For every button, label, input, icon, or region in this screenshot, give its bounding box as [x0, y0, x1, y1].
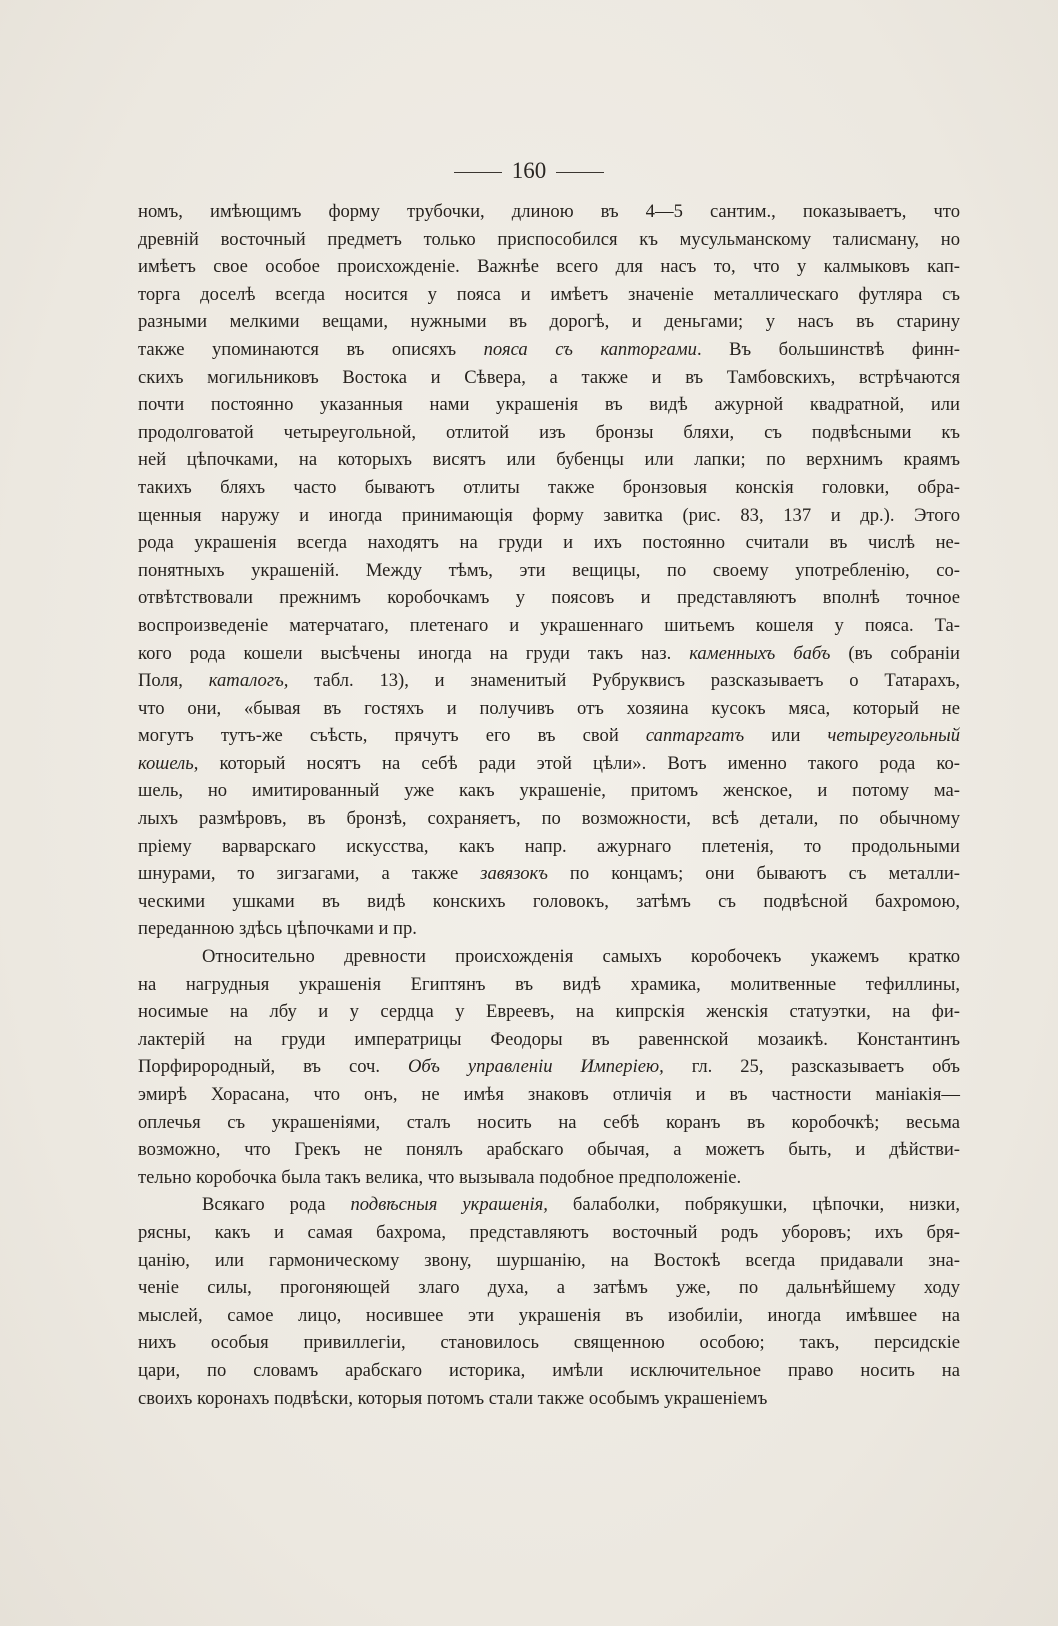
page-number: 160 — [511, 158, 547, 183]
text-line: продолговатой четыреугольной, отлитой изъ бронзы бляхи, съ подвѣсными къ — [138, 421, 960, 443]
text-line: кого рода кошели высѣчены иногда на груди такъ наз. каменныхъ бабъ (въ собраніи — [138, 642, 960, 664]
text-line: почти постоянно указанныя нами украшенія въ видѣ ажурной квадратной, или — [138, 394, 960, 416]
text-line: цанію, или гармоническому звону, шуршанію, на Востокѣ всегда придавали зна- — [138, 1249, 960, 1271]
text-line: ченіе силы, прогоняющей злаго духа, а затѣмъ уже, по дальнѣйшему ходу — [138, 1277, 960, 1299]
text-line: разными мелкими вещами, нужными въ дорогѣ, и деньгами; у насъ въ старину — [138, 311, 960, 333]
text-line: оплечья съ украшеніями, сталъ носить на себѣ коранъ въ коробочкѣ; весьма — [138, 1111, 960, 1133]
text-line: пріему варварскаго искусства, какъ напр. ажурнаго плетенія, то продольными — [138, 835, 960, 857]
text-line: шнурами, то зигзагами, а также завязокъ по концамъ; они бываютъ съ металли- — [138, 863, 960, 885]
text-line: Всякаго рода подвѣсныя украшенія, балаболки, побрякушки, цѣпочки, низки, — [202, 1194, 960, 1216]
text-line: цари, по словамъ арабскаго историка, имѣли исключительное право носить на — [138, 1359, 960, 1381]
header-rule-left — [454, 172, 502, 173]
body-text — [138, 198, 960, 1412]
text-line: на нагрудныя украшенія Египтянъ въ видѣ храмика, молитвенные тефиллины, — [138, 973, 960, 995]
text-line: своихъ коронахъ подвѣски, которыя потомъ стали также особымъ украшеніемъ — [138, 1387, 768, 1409]
text-line: тельно коробочка была такъ велика, что вызывала подобное предположеніе. — [138, 1166, 742, 1188]
text-line: возможно, что Грекъ не понялъ арабскаго обычая, а можетъ быть, и дѣйстви- — [138, 1139, 960, 1161]
text-line: такихъ бляхъ часто бываютъ отлиты также бронзовыя конскія головки, обра- — [138, 476, 960, 498]
text-line: мыслей, самое лицо, носившее эти украшенія въ изобиліи, иногда имѣвшее на — [138, 1304, 960, 1326]
text-line: лыхъ размѣровъ, въ бронзѣ, сохраняетъ, по возможности, всѣ детали, по обычному — [138, 808, 960, 830]
text-line: эмирѣ Хорасана, что онъ, не имѣя знаковъ отличія и въ частности маніакія— — [138, 1084, 960, 1105]
text-line: номъ, имѣющимъ форму трубочки, длиною въ 4—5 сантим., показываетъ, что — [138, 201, 960, 222]
text-line: скихъ могильниковъ Востока и Сѣвера, а также и въ Тамбовскихъ, встрѣчаются — [138, 366, 960, 388]
text-line: кошель, который носятъ на себѣ ради этой цѣли». Вотъ именно такого рода ко- — [138, 752, 960, 774]
text-line: торга доселѣ всегда носится у пояса и имѣетъ значеніе металлическаго футляра съ — [138, 283, 960, 305]
text-line: рода украшенія всегда находятъ на груди и ихъ постоянно считали въ числѣ не- — [138, 532, 960, 554]
text-line: древній восточный предметъ только приспособился къ мусульманскому талисману, но — [138, 228, 960, 250]
text-line: Порфирородный, въ соч. Объ управленіи Имперіею, гл. 25, разсказываетъ объ — [138, 1056, 961, 1078]
text-line: ней цѣпочками, на которыхъ висятъ или бубенцы или лапки; по верхнимъ краямъ — [138, 449, 960, 471]
text-line: отвѣтствовали прежнимъ коробочкамъ у поясовъ и представляютъ вполнѣ точное — [138, 587, 960, 609]
text-line: могутъ тутъ-же съѣсть, прячутъ его въ свой саптаргатъ или четыреугольный — [138, 725, 960, 747]
text-line: нихъ особыя привиллегіи, становилось священною особою; такъ, персидскіе — [138, 1332, 960, 1354]
text-line: имѣетъ свое особое происхожденіе. Важнѣе всего для насъ то, что у калмыковъ кап- — [138, 256, 960, 278]
text-line: рясны, какъ и самая бахрома, представляютъ восточный родъ уборовъ; ихъ бря- — [138, 1221, 960, 1243]
text-line: также упоминаются въ описяхъ пояса съ капторгами. Въ большинствѣ финн- — [138, 338, 961, 360]
text-line: шель, но имитированный уже какъ украшеніе, притомъ женское, и потому ма- — [138, 780, 960, 802]
text-line: Поля, каталогъ, табл. 13), и знаменитый Рубруквисъ разсказываетъ о Татарахъ, — [138, 670, 960, 692]
text-line: что они, «бывая въ гостяхъ и получивъ отъ хозяина кусокъ мяса, который не — [138, 697, 960, 719]
text-line: понятныхъ украшеній. Между тѣмъ, эти вещицы, по своему употребленію, со- — [138, 559, 960, 581]
page-header — [0, 156, 1058, 186]
text-line: щенныя наружу и иногда принимающія форму завитка (рис. 83, 137 и др.). Этого — [138, 504, 960, 526]
text-line: носимые на лбу и у сердца у Евреевъ, на кипрскія женскія статуэтки, на фи- — [138, 1001, 960, 1023]
text-line: Относительно древности происхожденія самыхъ коробочекъ укажемъ кратко — [202, 946, 960, 968]
header-rule-right — [556, 172, 604, 173]
text-line: воспроизведеніе матерчатаго, плетенаго и украшеннаго шитьемъ кошеля у пояса. Та- — [138, 614, 960, 636]
text-line: переданною здѣсь цѣпочками и пр. — [138, 918, 417, 940]
text-line: лактерій на груди императрицы Феодоры въ равеннской мозаикѣ. Константинъ — [138, 1028, 960, 1050]
text-line: ческими ушками въ видѣ конскихъ головокъ, затѣмъ съ подвѣсной бахромою, — [138, 890, 960, 912]
